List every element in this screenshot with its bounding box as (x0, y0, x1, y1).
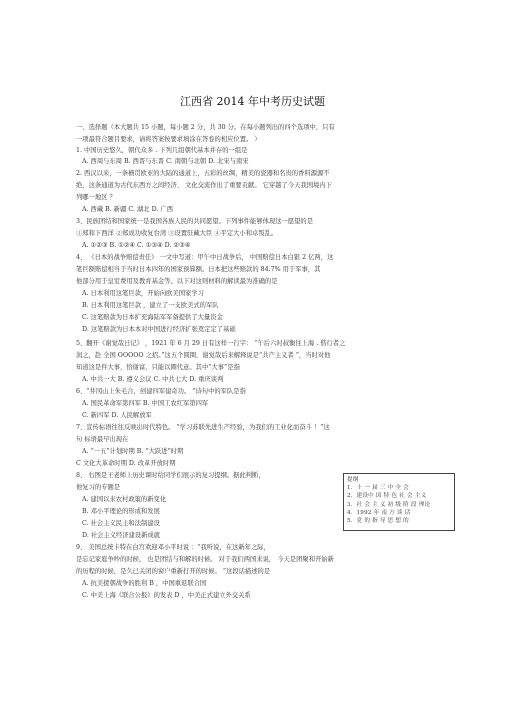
text-line: 句 标语最早出现在 (76, 436, 129, 443)
text-line: 1. 中国历史悠久，朝代众多 . 下列几组朝代基本并存的一组是 (76, 147, 248, 154)
text-line: 8、 右图是王老师上历史课时给同学们展示的复习提纲。据此判断， (76, 472, 265, 479)
text-line: 一项最符合题目要求，请将答案按要求填涂在答卷的相应位置。 ） (76, 136, 261, 143)
text-line: 列哪一地区 ？ (76, 194, 116, 201)
text-line: A. “一五”计划时期 B. “大跃进”时期 (82, 448, 184, 455)
text-line: 2. 西汉以来，一条横贯欧亚的大陆的通道上，五彩的丝绸，精美的瓷器和名贵的香料源源不 (76, 170, 330, 177)
text-line: C. 社会主义民主和法制建设 (82, 520, 160, 527)
text-line: 润之，赴 全国 OOOOO 之招。”这五个圆圈，谢觉哉后来解释说是“共产主义者 ”，当时对他 (76, 352, 331, 359)
text-line: A. 建国以来农村政策的新变化 (82, 496, 167, 503)
text-line: 他复习的专题是 (76, 484, 121, 491)
text-line: B. 邓小平理论的形成和发展 (82, 508, 160, 515)
outline-item: 5．党 的 指 导 思 想 的 (347, 518, 409, 525)
text-line: 4、 《日本的战争赔偿责任》 一文中写道：甲午中日战争后， 中国赔偿日本白银 2 亿两，这 (76, 254, 334, 261)
outline-box (343, 473, 455, 531)
text-line: ①郑和下西洋 ②郑成功收复台湾 ③设置驻藏大臣 ④平定大小和卓叛乱。 (76, 230, 278, 237)
text-line: C. 中美上海《联合公报》的发表 D ，中美正式建立外交关系 (82, 592, 251, 599)
text-line: C. 新四军 D. 人民解放军 (82, 412, 152, 419)
text-line: C. 这笔赔款为日本扩充海陆军军备提供了大量资金 (82, 314, 223, 321)
text-line: 5、翻开《谢觉哉日记》 ，1921 年 6 月 29 日有这样一行字： “午后六时叔衡往上海 . 偕行者之 (76, 340, 346, 347)
text-line: A. 日本利用这笔巨款，开始向欧美国家学习 (82, 290, 204, 297)
text-line: 是忘记家庭争吵的时候， 也是团结与和解的时候。 对于我们两国来说， 今天是团聚和开始新 (76, 556, 334, 563)
text-line: 笔巨额赔偿相当于当时日本四年的国家预算额。日本把这些赔款的 84.7% 用于军事，其 (76, 266, 321, 273)
outline-box-label: 提纲 (347, 477, 359, 483)
text-line: 6、“井冈山上朱毛合，创建四军建奇功。 ”诗句中的军队是指 (76, 388, 246, 395)
text-line: A. 中共一大 B. 遵义会议 C. 中共七大 D. 重庆谈判 (82, 376, 224, 383)
text-line: A. 抗美援朝战争的胜利 B ，中国重返联合国 (82, 580, 207, 587)
text-line: 一、选择题（本大题共 15 小题，每小题 2 分，共 30 分。在每小题列出的四个选项中，只有 (76, 124, 335, 131)
text-line: 7、宣传标语往往反映出时代特色。 “学习苏联先进生产经验，为我们的工业化而奋斗 ！”这 (76, 424, 330, 431)
text-line: 知道这是件大事，恰谢富，只能以圈代意。其中“大事”是指 (76, 364, 240, 371)
text-line: A. 西周与东周 B. 西晋与东晋 C. 南朝与北朝 D. 北宋与南宋 (82, 158, 249, 165)
outline-item: 4．1992 年 南 方 谈 话 (347, 509, 411, 516)
text-line: 9、 美国总统卡特在白宫欢迎邓小平时说 ：“我听说，在这新年之际， (76, 544, 270, 551)
outline-item: 3．社 会 主 义 初 级 阶 段 理论 (347, 501, 431, 508)
text-line: 3、民族团结和国家统一是我国各族人民的共同愿望。下列事件能够体现这一愿望的是 (76, 218, 313, 225)
outline-item: 2．建设中 国 特 色 社 会 主义 (347, 493, 427, 500)
text-line: A. ①②③ B. ①②④ C. ①③④ D. ②③④ (82, 242, 191, 249)
text-line: D. 这笔赔款为日本本对中国进行经济扩张奠定定了基础 (82, 326, 236, 333)
text-line: 绝，这条通道为古代东西方之间经济、 文化交流作出了重要贡献。 它穿越了今天我国境内下 (76, 182, 332, 189)
text-line: A. 西藏 B. 新疆 C. 湖北 D. 广西 (82, 206, 173, 213)
text-line: 的历程的时候，是久已关闭的窗户重新打开的时候。 ”这段话描述的是 (76, 568, 271, 575)
text-line: D. 社会主义经济建设新成就 (82, 532, 161, 539)
text-line: B. 日本利用这笔巨款 ，建立了一支欧美式的军队 (82, 302, 219, 309)
text-line: A. 国民革命军第四军 B. 中国工农红军第四军 (82, 400, 209, 407)
outline-item: 1．十 一 届 三 中 全 会 (347, 485, 409, 492)
page-title: 江西省 2014 年中考历史试题 (180, 95, 325, 108)
text-line: C 文化大革命时期 D. 改革开放时期 (76, 460, 176, 467)
text-line: 他部分用于皇室费用及教育基金等。以下对这则材料的解读最为准确的是 (76, 278, 278, 285)
